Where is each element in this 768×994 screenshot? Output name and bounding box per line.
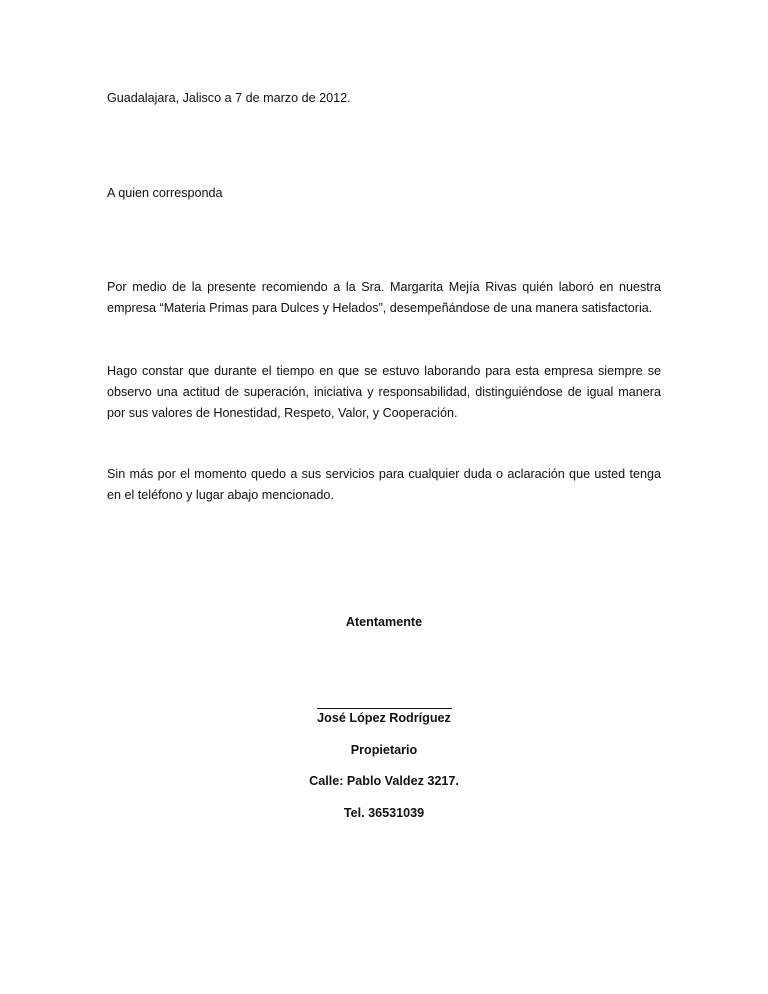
signer-phone: Tel. 36531039 — [343, 806, 425, 820]
closing-paragraph: Sin más por el momento quedo a sus servicios para cualquier duda o aclaración que usted tenga en el teléfono y lugar abajo mencionado. — [107, 467, 661, 502]
attestation-paragraph: Hago constar que durante el tiempo en que se estuvo laborando para esta empresa siempre se observo una actitud de superación, iniciativa y responsabilidad, distinguiéndose de igual manera por sus valores de Honestidad, Respeto, Valor, y Cooperación. — [107, 364, 661, 420]
place-date-line: Guadalajara, Jalisco a 7 de marzo de 2012. — [107, 91, 351, 105]
closing-salutation: Atentamente — [345, 615, 423, 629]
signer-title: Propietario — [350, 743, 418, 757]
salutation: A quien corresponda — [107, 186, 223, 200]
recommendation-paragraph: Por medio de la presente recomiendo a la Sra. Margarita Mejía Rivas quién laboró en nuestra empresa “Materia Primas para Dulces y Helados”, desempeñándose de una manera satisfactoria. — [107, 280, 661, 315]
signer-address: Calle: Pablo Valdez 3217. — [309, 774, 459, 788]
signer-name: José López Rodríguez — [317, 711, 451, 725]
